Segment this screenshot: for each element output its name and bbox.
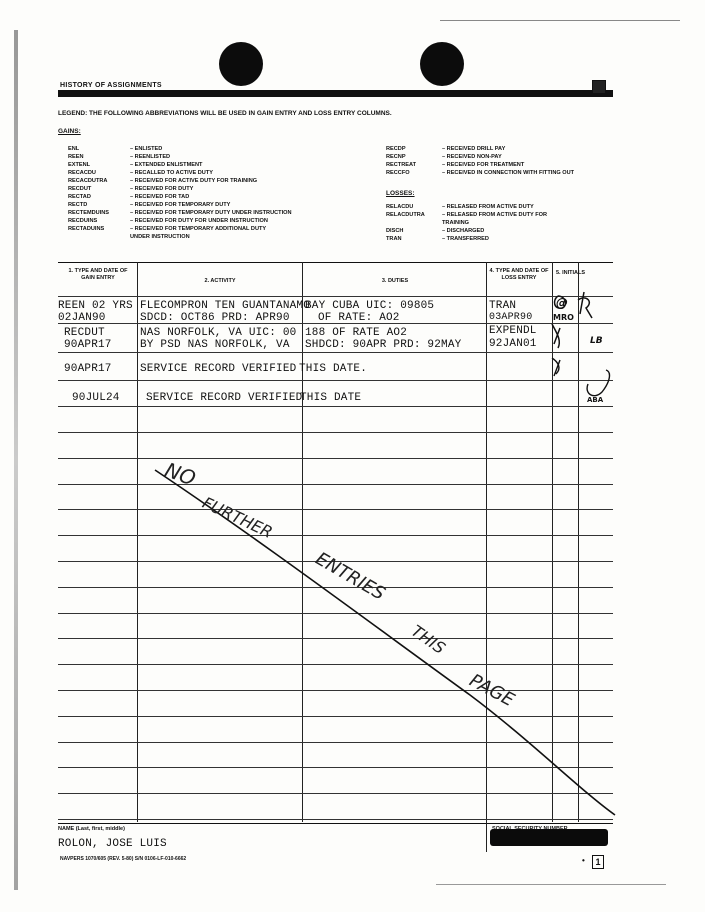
- form-number: NAVPERS 1070/605 (REV. 5-80) S/N 0106-LF-010-6662: [60, 856, 187, 862]
- gain-abbr-desc: – REENLISTED: [130, 154, 171, 160]
- loss-abbr-desc: – TRANSFERRED: [442, 236, 489, 242]
- gain-abbr-desc: UNDER INSTRUCTION: [130, 234, 190, 240]
- loss-abbr-desc: – RELEASED FROM ACTIVE DUTY FOR: [442, 212, 548, 218]
- member-name: ROLON, JOSE LUIS: [58, 838, 167, 850]
- footer-rule: [486, 822, 487, 852]
- entry-2-loss: EXPENDL: [489, 325, 537, 337]
- loss-abbr-code: TRAN: [386, 236, 402, 242]
- gains-heading: GAINS:: [58, 128, 81, 135]
- entry-2-initials: LB: [590, 336, 603, 346]
- gain-abbr-code: RECDUINS: [68, 218, 98, 224]
- gain-abbr-right-code: RECNP: [386, 154, 406, 160]
- page-star: •: [582, 856, 585, 865]
- col-header-activity: 2. ACTIVITY: [204, 278, 236, 284]
- entry-1-loss-date: 03APR90: [489, 312, 533, 323]
- legend-text: LEGEND: THE FOLLOWING ABBREVIATIONS WILL BE USED IN GAIN ENTRY AND LOSS ENTRY COLUMNS.: [58, 110, 392, 117]
- entry-1-initials-mro: MRO: [553, 313, 574, 322]
- loss-abbr-desc: – RELEASED FROM ACTIVE DUTY: [442, 204, 534, 210]
- gain-abbr-code: EXTENL: [68, 162, 91, 168]
- entry-3-activity: SERVICE RECORD VERIFIED: [140, 363, 297, 375]
- entry-4-gain: 90JUL24: [72, 392, 120, 404]
- handwritten-this: THIS: [407, 621, 449, 658]
- gain-abbr-code: RECACDU: [68, 170, 96, 176]
- entry-1-activity-2: SDCD: OCT86 PRD: APR90: [140, 312, 290, 324]
- gain-abbr-right-desc: – RECEIVED IN CONNECTION WITH FITTING OUT: [442, 170, 575, 176]
- handwritten-further: FURTHER: [199, 493, 276, 542]
- loss-abbr-code: DISCH: [386, 228, 404, 234]
- gain-abbr-desc: – RECEIVED FOR ACTIVE DUTY FOR TRAINING: [130, 178, 258, 184]
- handwritten-entries: ENTRIES: [311, 548, 389, 605]
- scan-edge-bottom: [436, 884, 666, 885]
- gain-abbr-code: RECTAD: [68, 194, 91, 200]
- gain-abbr-desc: – RECEIVED FOR TEMPORARY DUTY: [130, 202, 231, 208]
- col-header-duties: 3. DUTIES: [381, 278, 409, 284]
- gain-abbr-right-desc: – RECEIVED NON-PAY: [442, 154, 502, 160]
- losses-heading: LOSSES:: [386, 190, 415, 197]
- gain-abbr-code: REEN: [68, 154, 84, 160]
- ssn-redaction: [490, 829, 608, 846]
- loss-abbr-desc: TRAINING: [442, 220, 470, 226]
- col-header-loss: 4. TYPE AND DATE OF LOSS ENTRY: [489, 268, 549, 281]
- col-header-gain: 1. TYPE AND DATE OF GAIN ENTRY: [68, 268, 128, 281]
- gain-abbr-desc: – RECALLED TO ACTIVE DUTY: [130, 170, 213, 176]
- gain-abbr-code: ENL: [68, 146, 80, 152]
- entry-3-gain: 90APR17: [64, 363, 112, 375]
- entry-1-loss: TRAN: [489, 300, 517, 312]
- gain-abbr-code: RECTEMDUINS: [68, 210, 110, 216]
- gain-abbr-desc: – RECEIVED FOR TAD: [130, 194, 190, 200]
- gain-abbr-code: RECTADUINS: [68, 226, 105, 232]
- entry-2-activity: NAS NORFOLK, VA UIC: 00: [140, 327, 297, 339]
- entry-2-duties: 188 OF RATE AO2: [305, 327, 408, 339]
- entry-1-gain: REEN 02 YRS: [58, 300, 133, 312]
- gain-abbr-right-code: RECTREAT: [386, 162, 417, 168]
- loss-abbr-desc: – DISCHARGED: [442, 228, 485, 234]
- gain-abbr-desc: – RECEIVED FOR TEMPORARY ADDITIONAL DUTY: [130, 226, 267, 232]
- handwritten-no: NO: [161, 457, 199, 491]
- gain-abbr-right-code: RECCFO: [386, 170, 410, 176]
- entry-1-activity: FLECOMPRON TEN GUANTANAMO: [140, 300, 311, 312]
- entry-2-gain-date: 90APR17: [64, 339, 112, 351]
- entry-1-duties-2: OF RATE: AO2: [318, 312, 400, 324]
- gain-abbr-right-code: RECDP: [386, 146, 406, 152]
- gain-abbr-desc: – ENLISTED: [130, 146, 163, 152]
- entry-1-initials-circle: @: [556, 296, 568, 310]
- gain-abbr-code: RECDUT: [68, 186, 92, 192]
- gain-abbr-desc: – RECEIVED FOR TEMPORARY DUTY UNDER INSTRUCTION: [130, 210, 292, 216]
- page-title: HISTORY OF ASSIGNMENTS: [60, 82, 162, 89]
- entry-4-activity: SERVICE RECORD VERIFIED: [146, 392, 303, 404]
- entry-2-activity-2: BY PSD NAS NORFOLK, VA: [140, 339, 290, 351]
- loss-abbr-code: RELACDUTRA: [386, 212, 425, 218]
- handwritten-page: PAGE: [465, 670, 518, 711]
- gain-abbr-code: RECTD: [68, 202, 88, 208]
- name-label: NAME (Last, first, middle): [58, 826, 125, 832]
- gain-abbr-desc: – RECEIVED FOR DUTY FOR UNDER INSTRUCTION: [130, 218, 268, 224]
- entry-4-initials: ABA: [587, 396, 604, 404]
- loss-abbr-code: RELACDU: [386, 204, 414, 210]
- entry-1-gain-date: 02JAN90: [58, 312, 106, 324]
- entry-4-duties: THIS DATE: [300, 392, 362, 404]
- gain-abbr-desc: – RECEIVED FOR DUTY: [130, 186, 194, 192]
- col-header-initials: 5. INITIALS: [556, 270, 586, 276]
- entry-2-gain: RECDUT: [64, 327, 105, 339]
- gain-abbr-right-desc: – RECEIVED DRILL PAY: [442, 146, 506, 152]
- entry-2-duties-2: SHDCD: 90APR PRD: 92MAY: [305, 339, 462, 351]
- entry-1-duties: BAY CUBA UIC: 09805: [305, 300, 435, 312]
- gain-abbr-right-desc: – RECEIVED FOR TREATMENT: [442, 162, 525, 168]
- entry-2-loss-date: 92JAN01: [489, 338, 537, 350]
- gain-abbr-code: RECACDUTRA: [68, 178, 108, 184]
- gain-abbr-desc: – EXTENDED ENLISTMENT: [130, 162, 203, 168]
- page-number: 1: [592, 855, 604, 869]
- entry-3-duties: THIS DATE.: [299, 363, 368, 375]
